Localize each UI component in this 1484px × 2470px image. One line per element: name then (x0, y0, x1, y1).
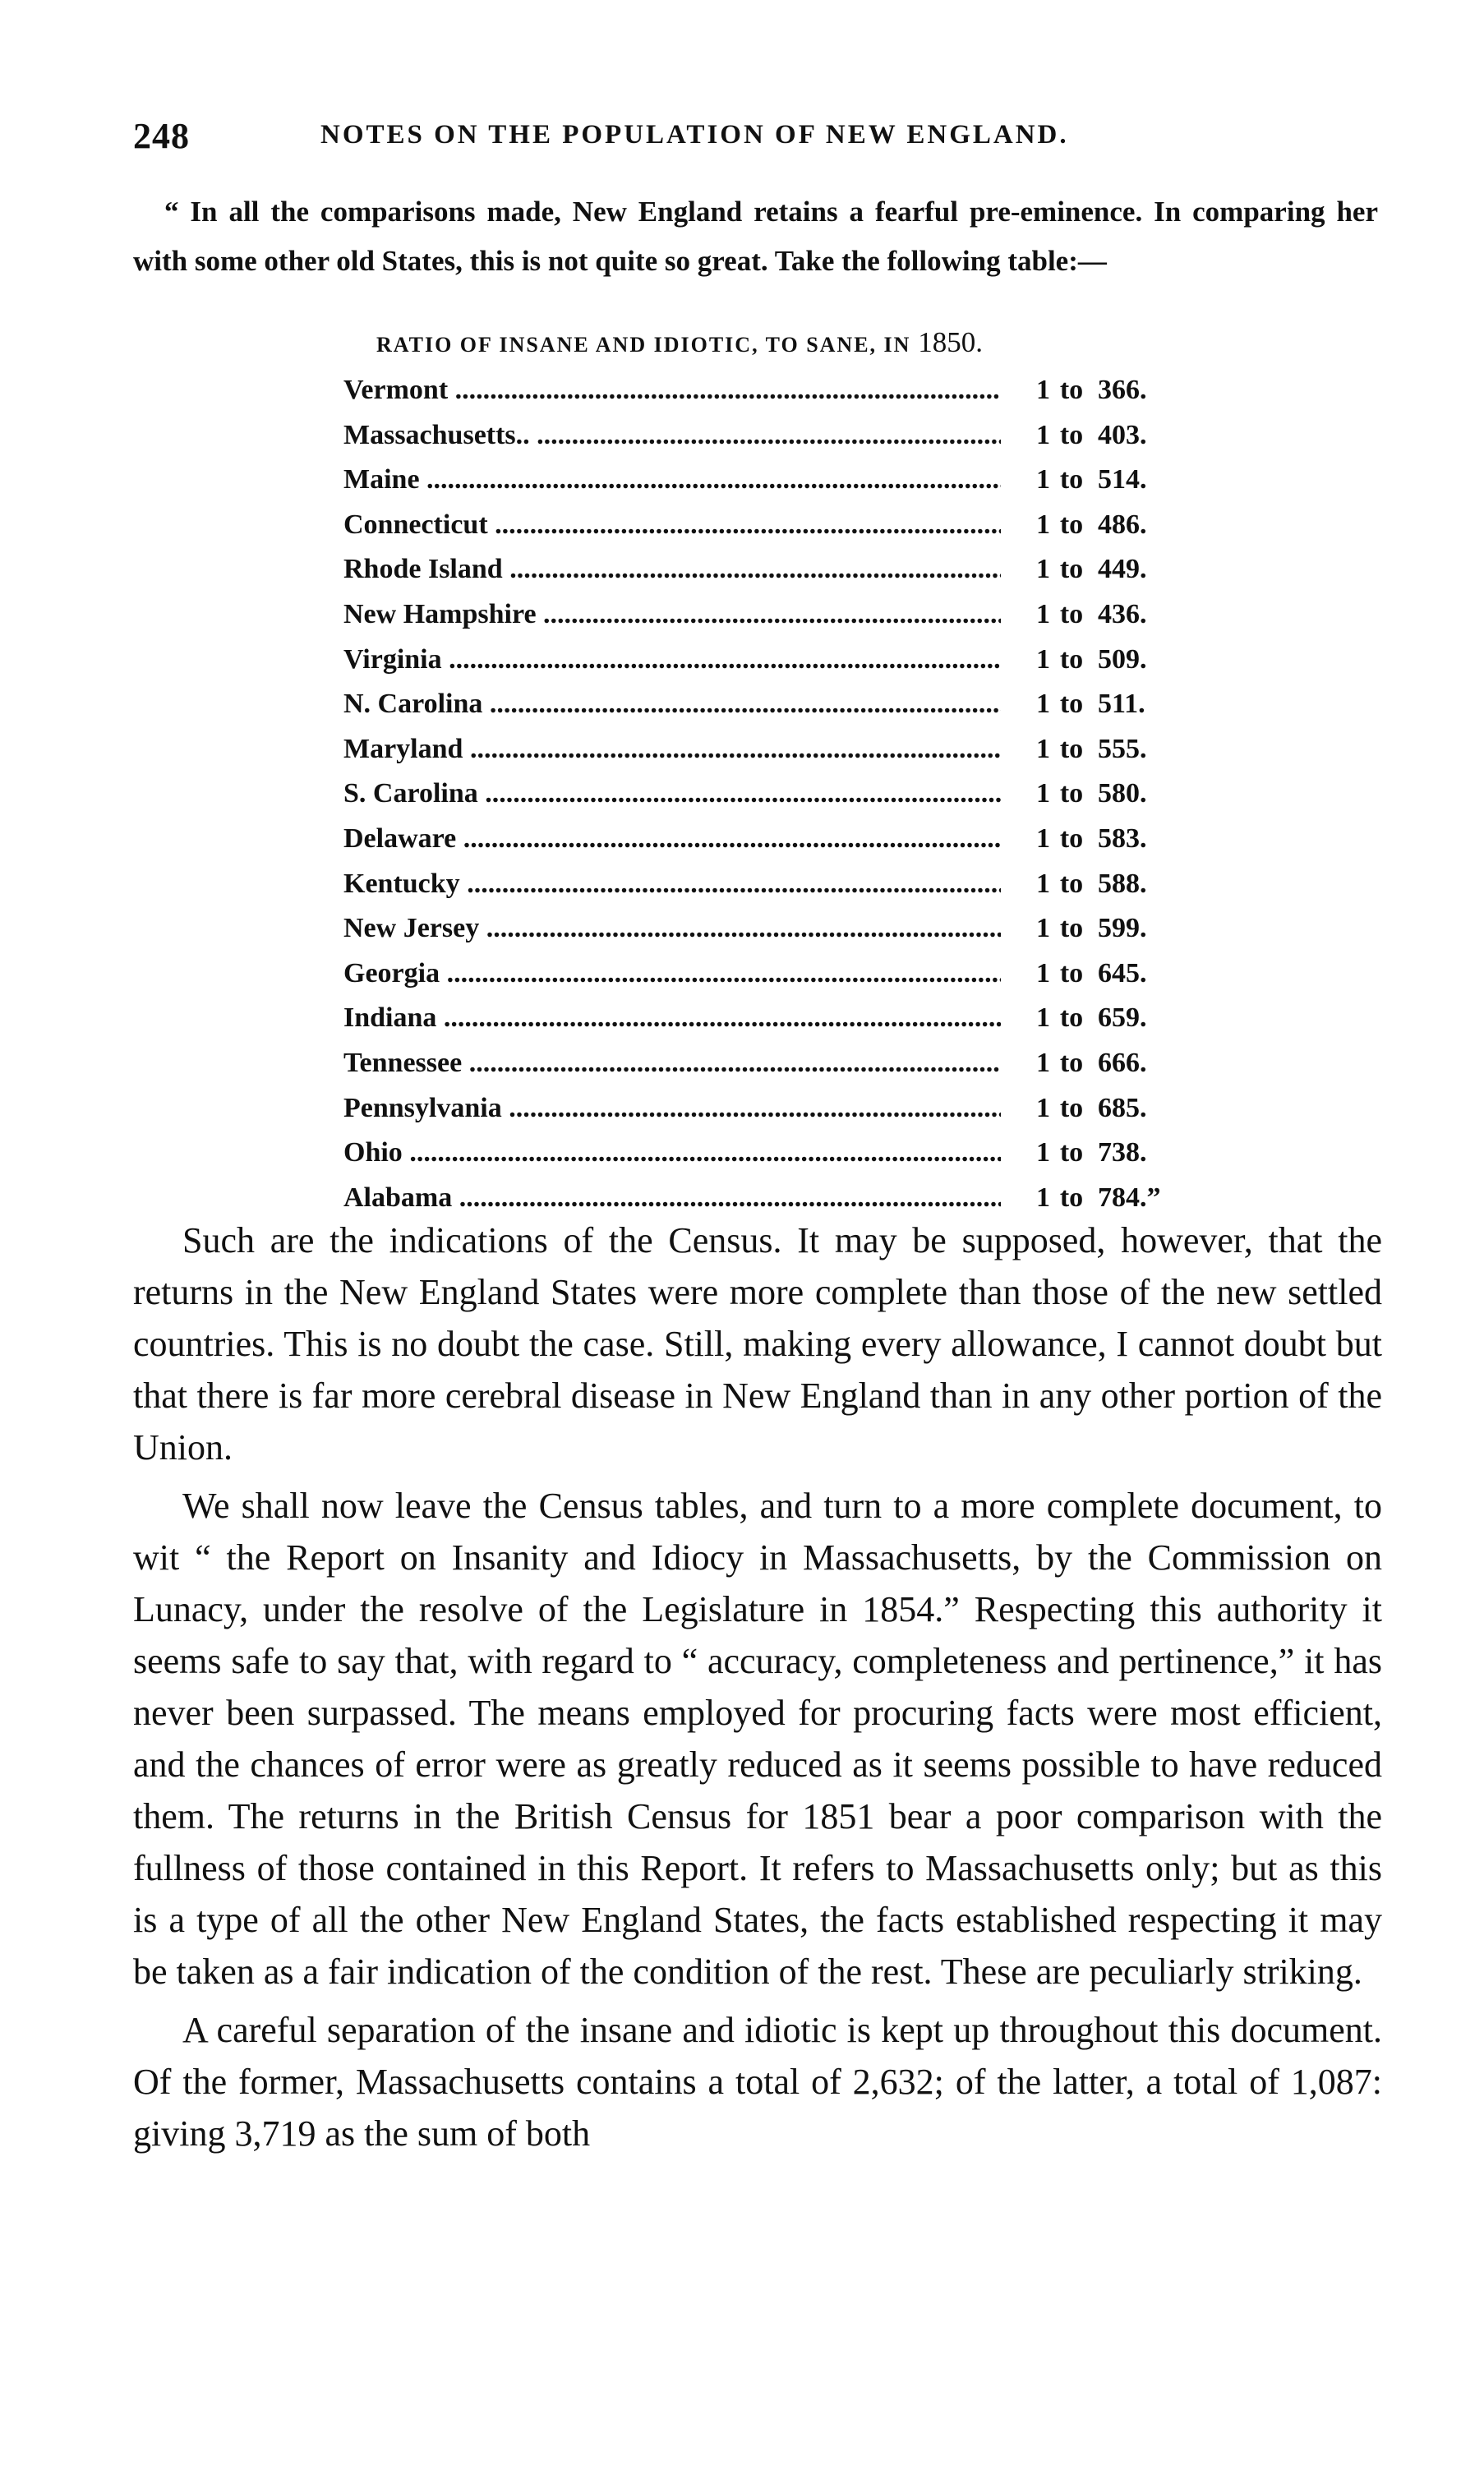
state-name: Alabama ..... (343, 1176, 1001, 1221)
ratio-value: 588. (1098, 868, 1147, 899)
table-row (343, 638, 1223, 683)
ratio-to: to (1059, 509, 1084, 540)
body-paragraph: Such are the indications of the Census. It may be supposed, however, that the returns in the New England States were more complete than those of the new settled countries. This is no doubt the case. Still, making every allowance, I cannot doubt but that there is far more cerebral disease in New England than in any other portion of the Union. (133, 1220, 1382, 1468)
ratio-value: 509. (1098, 643, 1147, 675)
ratio-to: to (1059, 1137, 1084, 1168)
state-name: Massachusetts.. ..... (343, 413, 1001, 459)
table-title-year: 1850. (918, 326, 983, 358)
ratio-one: 1 (1036, 375, 1050, 405)
ratio-to: to (1059, 643, 1084, 675)
ratio-one: 1 (1036, 1137, 1050, 1168)
ratio-one: 1 (1036, 1092, 1050, 1123)
ratio-value: 666. (1098, 1047, 1147, 1078)
ratio-to: to (1059, 823, 1084, 854)
ratio-one: 1 (1036, 1002, 1050, 1034)
ratio-to: to (1059, 419, 1084, 450)
state-name: Vermont ..... (343, 368, 1001, 413)
state-name: Maryland ..... (343, 727, 1001, 772)
table-row (343, 727, 1223, 772)
ratio-to: to (1059, 689, 1084, 720)
table-row (343, 772, 1223, 817)
table-row (343, 1131, 1223, 1176)
ratio-to: to (1059, 464, 1084, 495)
ratio-one: 1 (1036, 509, 1050, 540)
ratio-one: 1 (1036, 778, 1050, 809)
ratio-value: 436. (1098, 598, 1147, 629)
state-name: Pennsylvania ..... (343, 1086, 1001, 1131)
table-row (343, 996, 1223, 1041)
ratio-value: 366. (1098, 375, 1147, 405)
ratio-value: 599. (1098, 913, 1147, 944)
ratio-one: 1 (1036, 643, 1050, 675)
ratio-to: to (1059, 1002, 1084, 1034)
ratio-value: 403. (1098, 419, 1147, 450)
ratio-table (343, 368, 1223, 1220)
table-title-caps: RATIO OF INSANE AND IDIOTIC, TO SANE, IN (376, 333, 911, 357)
ratio-to: to (1059, 1182, 1084, 1213)
ratio-to: to (1059, 1092, 1084, 1123)
table-row (343, 682, 1223, 727)
running-head: NOTES ON THE POPULATION OF NEW ENGLAND. (320, 120, 1069, 150)
ratio-value: 685. (1098, 1092, 1147, 1123)
ratio-value: 555. (1098, 733, 1147, 764)
ratio-one: 1 (1036, 868, 1050, 899)
table-row (343, 368, 1223, 413)
ratio-to: to (1059, 868, 1084, 899)
ratio-value: 659. (1098, 1002, 1147, 1034)
table-row (343, 503, 1223, 548)
table-title (376, 326, 1362, 359)
ratio-value: 511. (1098, 689, 1145, 720)
ratio-to: to (1059, 375, 1084, 405)
table-row (343, 592, 1223, 638)
state-name: Indiana ..... (343, 996, 1001, 1041)
state-name: Tennessee ..... (343, 1041, 1001, 1086)
ratio-value: 738. (1098, 1137, 1147, 1168)
ratio-one: 1 (1036, 1182, 1050, 1213)
ratio-one: 1 (1036, 823, 1050, 854)
ratio-to: to (1059, 733, 1084, 764)
state-name: Georgia ..... (343, 952, 1001, 997)
table-row (343, 547, 1223, 592)
ratio-to: to (1059, 913, 1084, 944)
quoted-passage: “ In all the comparisons made, New England retains a fearful pre-eminence. In comparing her with some other old States, this is not quite so great. Take the following table:— (133, 196, 1378, 277)
ratio-value: 645. (1098, 957, 1147, 988)
ratio-value: 486. (1098, 509, 1147, 540)
ratio-value: 784.” (1098, 1182, 1161, 1213)
ratio-one: 1 (1036, 554, 1050, 585)
page-number: 248 (133, 116, 190, 156)
ratio-to: to (1059, 778, 1084, 809)
ratio-one: 1 (1036, 464, 1050, 495)
state-name: Rhode Island ..... (343, 547, 1001, 592)
body-text (133, 1214, 1382, 2166)
state-name: N. Carolina ..... (343, 682, 1001, 727)
table-row (343, 1086, 1223, 1131)
table-row (343, 458, 1223, 503)
ratio-one: 1 (1036, 957, 1050, 988)
table-row (343, 817, 1223, 862)
ratio-one: 1 (1036, 733, 1050, 764)
ratio-to: to (1059, 598, 1084, 629)
ratio-to: to (1059, 957, 1084, 988)
ratio-one: 1 (1036, 913, 1050, 944)
state-name: Virginia ..... (343, 638, 1001, 683)
ratio-to: to (1059, 554, 1084, 585)
page-header (133, 115, 1382, 164)
table-row (343, 952, 1223, 997)
state-name: New Hampshire ..... (343, 592, 1001, 638)
state-name: Ohio ..... (343, 1131, 1001, 1176)
body-paragraph: We shall now leave the Census tables, and turn to a more complete document, to wit “ the Report on Insanity and Idiocy in Massachusetts, by the Commission on Lunacy, under the resolve of the Legislature in 1854.” Respecting this authority it seems safe to say that, with regard to “ accuracy, completeness and pertinence,” it has never been surpassed. The means employed for procuring facts were most efficient, and the chances of error were as greatly reduced as it seems possible to have reduced them. The returns in the British Census for 1851 bear a poor comparison with the fullness of those contained in this Report. It refers to Massachusetts only; but as this is a type of all the other New England States, the facts established respecting it may be taken as a fair indication of the condition of the rest. These are peculiarly striking. (133, 1486, 1382, 1992)
ratio-value: 580. (1098, 778, 1147, 809)
ratio-one: 1 (1036, 598, 1050, 629)
ratio-one: 1 (1036, 419, 1050, 450)
ratio-value: 449. (1098, 554, 1147, 585)
state-name: New Jersey ..... (343, 906, 1001, 952)
table-row (343, 862, 1223, 907)
table-row (343, 906, 1223, 952)
ratio-one: 1 (1036, 689, 1050, 720)
state-name: Maine ..... (343, 458, 1001, 503)
state-name: S. Carolina ..... (343, 772, 1001, 817)
state-name: Kentucky ..... (343, 862, 1001, 907)
state-name: Delaware ..... (343, 817, 1001, 862)
ratio-one: 1 (1036, 1047, 1050, 1078)
ratio-value: 583. (1098, 823, 1147, 854)
table-row (343, 1041, 1223, 1086)
body-paragraph: A careful separation of the insane and idiotic is kept up throughout this document. Of the former, Massachusetts contains a total of 2,632; of the latter, a total of 1,087: giving 3,719 as the sum of both (133, 2010, 1382, 2154)
state-name: Connecticut ..... (343, 503, 1001, 548)
table-row (343, 413, 1223, 459)
ratio-to: to (1059, 1047, 1084, 1078)
ratio-value: 514. (1098, 464, 1147, 495)
